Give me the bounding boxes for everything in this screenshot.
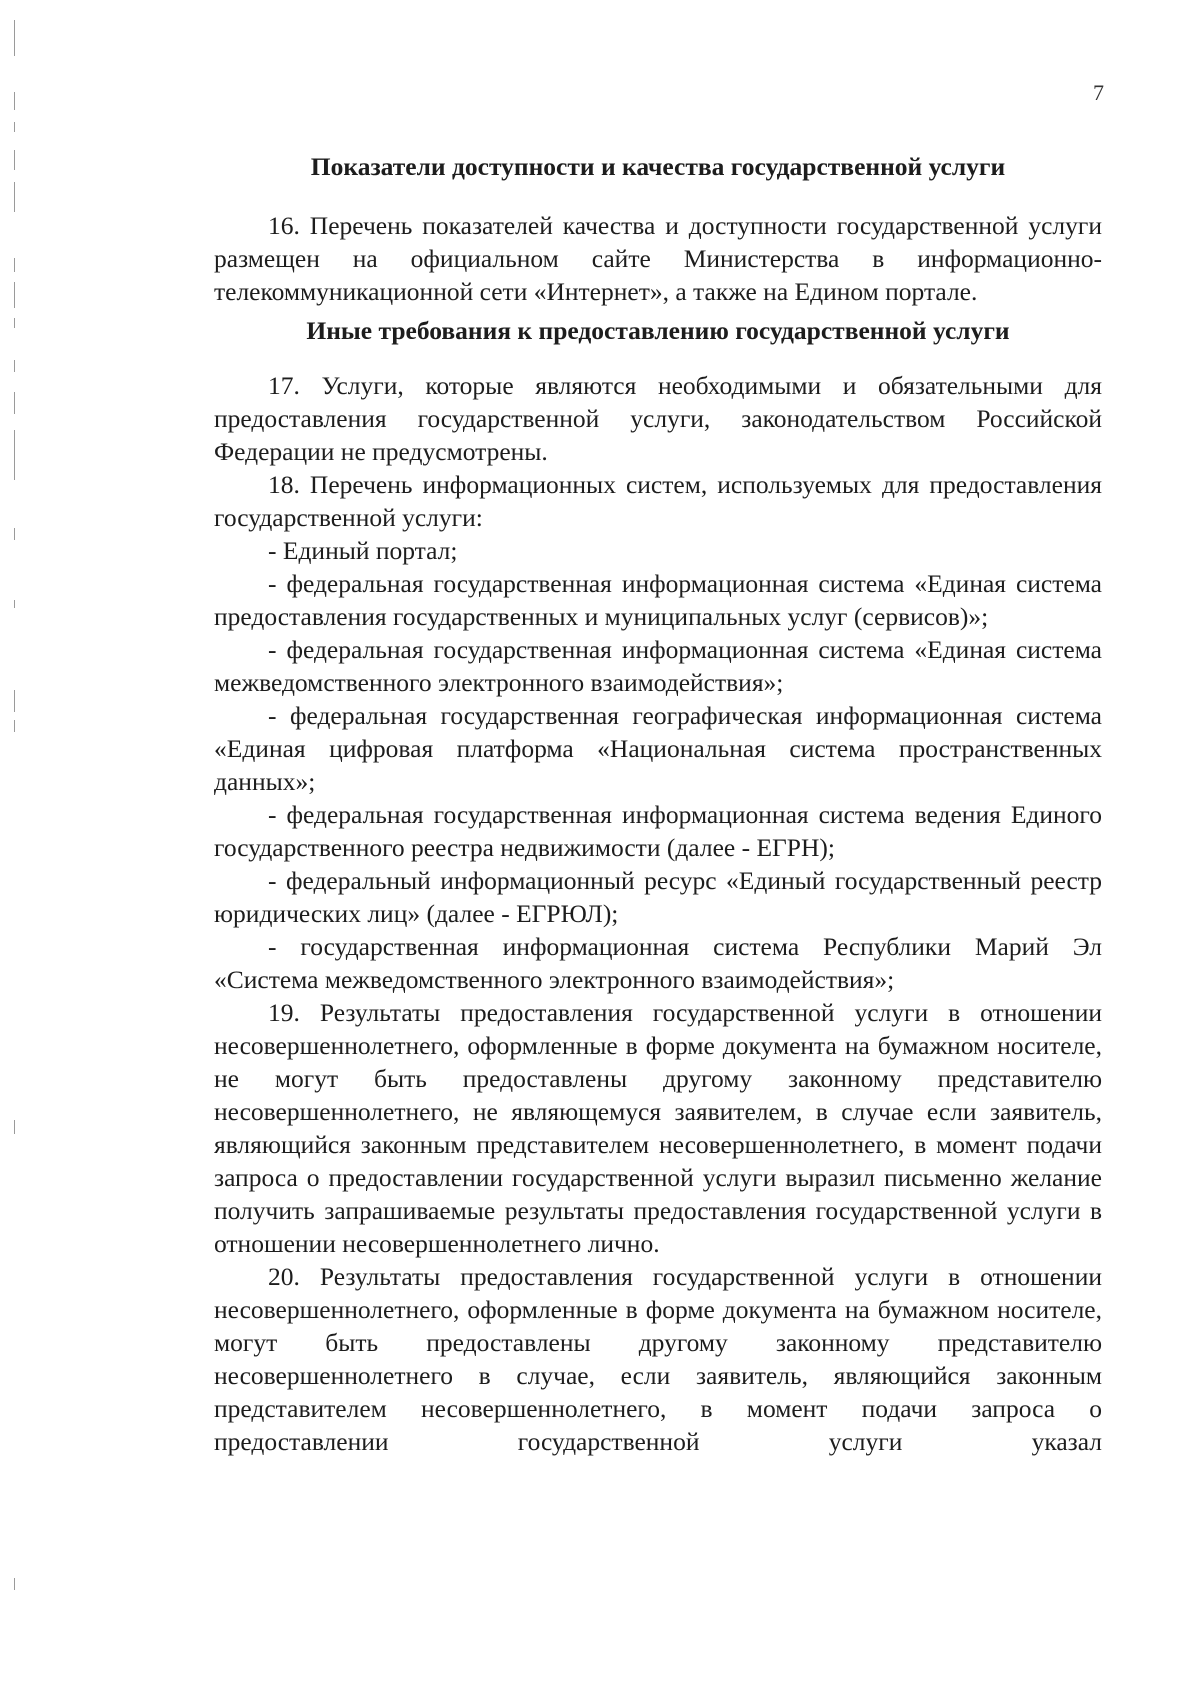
list-item: - федеральная государственная информационная система «Единая система межведомственного электронного взаимодействия»; bbox=[214, 635, 1102, 697]
list-item: - федеральный информационный ресурс «Единый государственный реестр юридических лиц» (далее - ЕГРЮЛ); bbox=[214, 866, 1102, 928]
paragraph-16: 16. Перечень показателей качества и доступности государственной услуги размещен на официальном сайте Министерства в информационно-телекоммуникационной сети «Интернет», а также на Едином портале. bbox=[214, 211, 1102, 306]
list-item: - федеральная государственная информационная система ведения Единого государственного реестра недвижимости (далее - ЕГРН); bbox=[214, 800, 1102, 862]
list-item: - федеральная государственная информационная система «Единая система предоставления государственных и муниципальных услуг (сервисов)»; bbox=[214, 569, 1102, 631]
section-heading-other-requirements: Иные требования к предоставлению государственной услуги bbox=[306, 316, 1010, 345]
paragraph-20: 20. Результаты предоставления государственной услуги в отношении несовершеннолетнего, оформленные в форме документа на бумажном носителе, могут быть предоставлены другому законному представителю несовершеннолетнего в случае, если заявитель, являющийся законным представителем несовершеннолетнего, в момент подачи запроса о предоставлении государственной услуги указал bbox=[214, 1262, 1102, 1456]
information-systems-list bbox=[214, 534, 1102, 996]
document-body bbox=[214, 150, 1102, 1458]
list-item: - государственная информационная система Республики Марий Эл «Система межведомственного электронного взаимодействия»; bbox=[214, 932, 1102, 994]
scan-edge-marks bbox=[14, 0, 24, 1697]
list-item: - Единый портал; bbox=[268, 536, 458, 565]
paragraph-17: 17. Услуги, которые являются необходимыми и обязательными для предоставления государственной услуги, законодательством Российской Федерации не предусмотрены. bbox=[214, 371, 1102, 466]
page-number: 7 bbox=[1093, 80, 1104, 105]
paragraph-19: 19. Результаты предоставления государственной услуги в отношении несовершеннолетнего, оформленные в форме документа на бумажном носителе, не могут быть предоставлены другому законному представителю несовершеннолетнего, не являющемуся заявителем, в случае если заявитель, являющийся законным представителем несовершеннолетнего, в момент подачи запроса о предоставлении государственной услуги выразил письменно желание получить запрашиваемые результаты предоставления государственной услуги в отношении несовершеннолетнего лично. bbox=[214, 998, 1102, 1258]
list-item: - федеральная государственная географическая информационная система «Единая цифровая платформа «Национальная система пространственных данных»; bbox=[214, 701, 1102, 796]
section-heading-availability-quality: Показатели доступности и качества государственной услуги bbox=[310, 152, 1006, 181]
paragraph-18: 18. Перечень информационных систем, используемых для предоставления государственной услуги: bbox=[214, 470, 1102, 532]
